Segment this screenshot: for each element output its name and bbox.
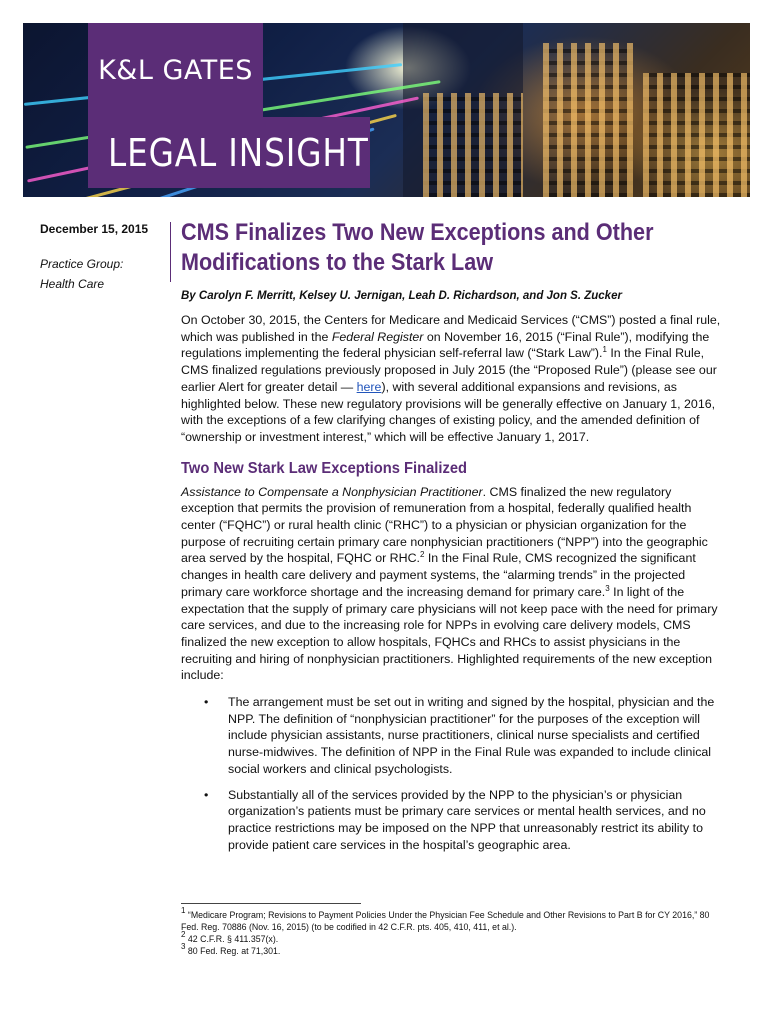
section-paragraph (181, 484, 721, 684)
requirements-list (181, 694, 721, 853)
section-text: In light of the expectation that the supply of primary care physicians will not keep pace with the need for primary care services, and due to the increasing role for NPPs in evolving care delivery models, CMS finalized the new exception to allow hospitals, FQHCs and RHCs to assist physicians in the recruiting and hiring of nonphysician practitioners. Highlighted requirements of the new exception include: (181, 584, 718, 683)
article (181, 218, 721, 862)
footnote-text: 80 Fed. Reg. at 71,301. (187, 946, 281, 956)
sidebar-divider (170, 222, 171, 282)
footnote (181, 942, 721, 957)
footnote-number: 3 (181, 942, 186, 951)
header-banner (23, 23, 750, 197)
practice-group-label: Practice Group: (40, 257, 124, 271)
footnote-ref-3[interactable]: 3 (605, 583, 610, 593)
intro-paragraph (181, 312, 721, 446)
footnote-divider (181, 903, 361, 904)
building-windows (643, 73, 750, 197)
building-windows (543, 43, 633, 197)
list-item-text: Substantially all of the services provided by the NPP to the physician’s or physician organization’s patients must be primary care services or mental health services, and no practice restrictions may be imposed on the NPP that unreasonably restrict its ability to provide patient care services in the hospital’s geographic area. (228, 787, 706, 852)
here-link[interactable]: here (356, 379, 382, 394)
article-authors: By Carolyn F. Merritt, Kelsey U. Jernigan, Leah D. Richardson, and Jon S. Zucker (181, 290, 622, 302)
footnote (181, 930, 721, 945)
list-item (204, 694, 721, 778)
intro-text: On October 30, 2015, the Centers for Medicare and Medicaid Services (“CMS”) posted a final rule, which was published in the (181, 313, 721, 344)
footnote-text: “Medicare Program; Revisions to Payment Policies Under the Physician Fee Schedule and Other Revisions to Part B for CY 2016,” 80 Fed. Reg. 70886 (Nov. 16, 2015) (to be codified in 42 C.F.R. pts. 405, 410, 411, et al.). (181, 910, 710, 932)
section-text: In the Final Rule, CMS recognized the significant changes in health care delivery and payment systems, the “alarming trends” in the projected primary care workforce shortage and the increasing demand for primary care. (181, 551, 696, 599)
intro-text: ), with several additional expansions and revisions, as highlighted below. These new regulatory provisions will be generally effective on January 1, 2016, with the exceptions of a few clarifying changes of existing policy, and the amended definition of “ownership or investment interest,” which will be effective January 1, 2017. (181, 379, 716, 444)
list-item (204, 787, 721, 854)
footnote-ref-1[interactable]: 1 (602, 345, 607, 355)
publication-date: December 15, 2015 (40, 222, 149, 236)
sidebar (40, 222, 165, 291)
federal-register-text: Federal Register (331, 329, 424, 344)
bullet-icon: • (204, 695, 209, 710)
logo-text: K&L GATES (98, 54, 253, 86)
practice-group-value: Health Care (40, 277, 105, 291)
footnotes (181, 906, 721, 957)
list-item-text: The arrangement must be set out in writing and signed by the hospital, physician and the NPP. The definition of “nonphysician practitioner” for the purposes of the exception will include physician assistants, nurse practitioners, clinical nurse specialists and certified nurse-midwives. The definition of NPP in the Final Rule was expanded to include clinical social workers and clinical psychologists. (228, 695, 715, 776)
intro-text: on November 16, 2015 (“Final Rule”), modifying the regulations implementing the federal physician self-referral law (“Stark Law”). (181, 329, 710, 361)
section-lead: Assistance to Compensate a Nonphysician Practitioner (181, 484, 483, 499)
banner-title-box (88, 117, 370, 188)
footnote-number: 2 (181, 930, 186, 939)
logo (88, 23, 263, 117)
footnote (181, 906, 721, 933)
article-title: CMS Finalizes Two New Exceptions and Other Modifications to the Stark Law (181, 219, 654, 276)
section-text: . CMS finalized the new regulatory exception that permits the provision of remuneration from a hospital, federally qualified health center (“FQHC”) or rural health clinic (“RHC”) to a physician or physician organization for the purpose of recruiting certain primary care nonphysician practitioners (“NPP”) into the geographic area served by the hospital, FQHC or RHC. (181, 484, 708, 566)
footnote-ref-2[interactable]: 2 (419, 550, 425, 560)
bullet-icon: • (204, 787, 209, 802)
footnote-text: 42 C.F.R. § 411.357(x). (187, 934, 279, 944)
building-windows (423, 93, 523, 197)
banner-title: LEGAL INSIGHT (108, 130, 369, 175)
intro-text: In the Final Rule, CMS finalized regulations previously proposed in July 2015 (the “Proposed Rule”) (please see our earlier Alert for greater detail — (181, 346, 717, 394)
footnote-number: 1 (181, 906, 186, 915)
section-heading: Two New Stark Law Exceptions Finalized (181, 459, 468, 477)
